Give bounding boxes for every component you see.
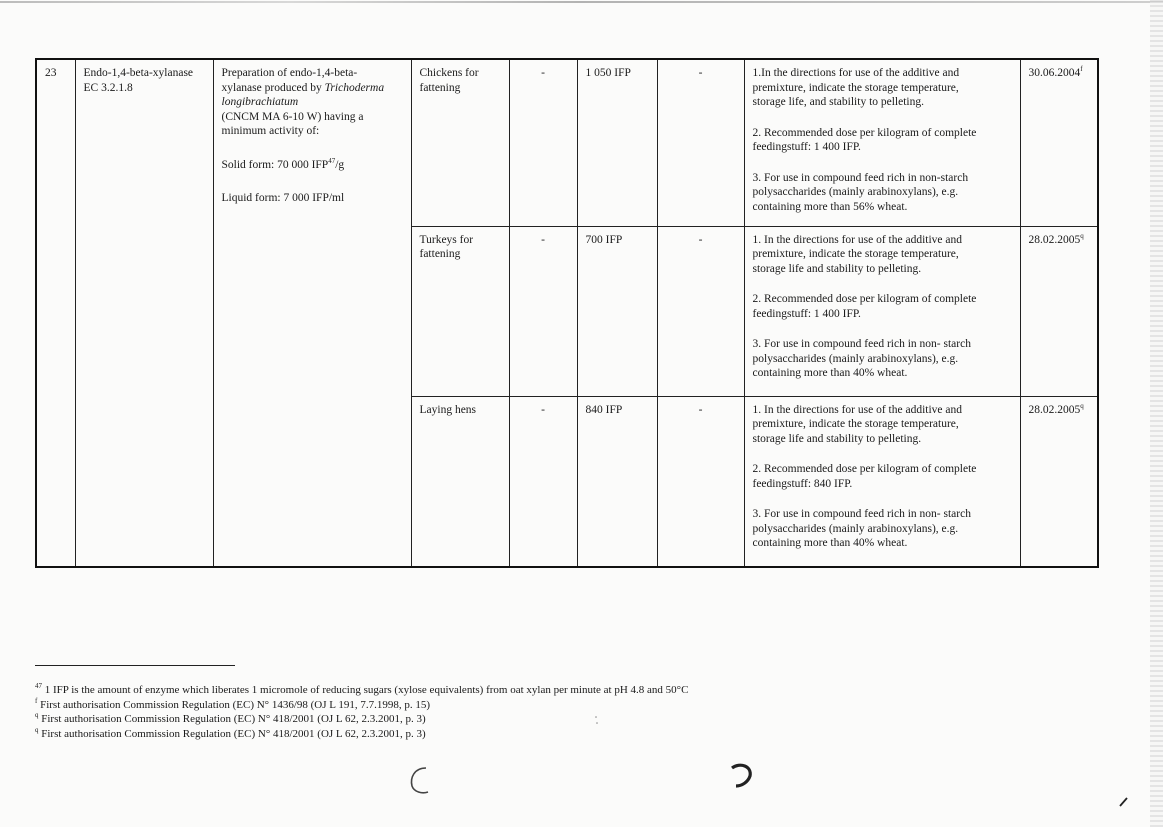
footnote-ref: q	[1080, 231, 1084, 240]
table-row	[36, 59, 1098, 226]
footnote	[35, 727, 935, 742]
provision-line: premixture, indicate the storage temperature,	[752, 248, 959, 260]
max-content-cell: -	[657, 59, 744, 226]
provisions-cell	[744, 396, 1020, 567]
footnote-separator	[35, 665, 235, 666]
organism-species: longibrachiatum	[221, 96, 299, 108]
max-age-cell: -	[509, 226, 577, 396]
footnote-text: First authorisation Commission Regulation (EC) N° 1436/98 (OJ L 191, 7.7.1998, p. 15)	[37, 698, 430, 711]
provision-line: 2. Recommended dose per kilogram of complete	[752, 126, 977, 139]
max-content-cell: -	[657, 226, 744, 396]
footnote-text: 1 IFP is the amount of enzyme which liberates 1 micromole of reducing sugars (xylose equivalents) from oat xylan per minute at pH 4.8 and 50°C	[42, 684, 689, 696]
max-age-cell: -	[509, 59, 577, 226]
composition-line: (CNCM MA 6-10 W) having a	[221, 110, 364, 123]
provision-line: containing more than 40% wheat.	[752, 367, 908, 379]
provision-line: storage life, and stability to pelleting.	[752, 96, 925, 108]
provisions-cell	[744, 59, 1020, 226]
footnote-mark: f	[35, 696, 38, 705]
footnote-mark: q	[35, 725, 39, 734]
max-age-cell: -	[509, 396, 577, 567]
footnote-mark: q	[35, 711, 39, 719]
scan-artifact-icon	[726, 760, 756, 790]
provision-line: premixture, indicate the storage temperature,	[752, 81, 959, 94]
provision-paragraph	[753, 171, 1012, 215]
footnote-text: First authorisation Commission Regulation (EC) N° 418/2001 (OJ L 62, 2.3.2001, p. 3)	[38, 727, 426, 740]
provision-line: 1. In the directions for use of the additive and	[752, 233, 962, 246]
provision-line: containing more than 40% wheat.	[752, 537, 908, 549]
provision-line: feedingstuff: 1 400 IFP.	[752, 307, 861, 320]
provisions-cell	[744, 226, 1020, 396]
solid-form-unit: /g	[335, 158, 345, 171]
species-line: Laying hens	[419, 403, 477, 416]
provision-paragraph	[753, 66, 1012, 110]
provision-line: feedingstuff: 1 400 IFP.	[752, 141, 861, 153]
footnote-mark: 47	[35, 682, 42, 690]
composition-line: Preparation of endo-1,4-beta-	[221, 67, 358, 79]
min-content-cell: 700 IFP	[577, 226, 657, 396]
additive-name	[75, 59, 213, 567]
solid-form-text: Solid form: 70 000 IFP	[221, 158, 329, 171]
species-cell	[411, 226, 509, 396]
species-cell	[411, 59, 509, 226]
composition-cell	[213, 59, 411, 567]
authorisation-date: 28.02.2005	[1028, 233, 1081, 246]
authorisation-date: 28.02.2005	[1028, 403, 1081, 416]
max-content-cell: -	[657, 396, 744, 567]
provision-line: 3. For use in compound feed rich in non- starch	[752, 338, 971, 350]
provision-line: 1. In the directions for use of the additive and	[752, 403, 962, 416]
composition-text: xylanase produced by	[221, 81, 325, 94]
provision-line: 3. For use in compound feed rich in non- starch	[752, 508, 971, 520]
organism-genus: Trichoderma	[324, 81, 385, 94]
provision-line: storage life and stability to pelleting.	[752, 262, 922, 275]
liquid-form: Liquid form: 7 000 IFP/ml	[221, 192, 345, 204]
entry-number: 23	[36, 59, 75, 567]
footnote	[35, 712, 935, 727]
authorisation-date-cell	[1020, 396, 1098, 567]
provision-paragraph	[753, 337, 1012, 381]
provision-paragraph	[753, 403, 1012, 447]
species-line: Turkeys for	[419, 233, 474, 246]
footnotes	[35, 683, 935, 741]
min-content-cell: 840 IFP	[577, 396, 657, 567]
provision-paragraph	[753, 507, 1012, 551]
provision-line: feedingstuff: 840 IFP.	[752, 477, 853, 490]
footnote-ref: 47	[328, 156, 336, 165]
footnote	[35, 698, 935, 713]
authorisation-date-cell	[1020, 59, 1098, 226]
provision-line: 2. Recommended dose per kilogram of complete	[752, 293, 977, 305]
provision-line: 3. For use in compound feed rich in non-starch	[752, 171, 969, 184]
footnote-ref: f	[1080, 65, 1083, 73]
provision-paragraph	[753, 126, 1012, 155]
footnote-ref: q	[1080, 401, 1084, 410]
scan-artifact-icon	[592, 714, 600, 728]
species-line: fattening	[419, 248, 461, 260]
additive-line: Endo-1,4-beta-xylanase	[83, 67, 194, 79]
authorisation-date-cell	[1020, 226, 1098, 396]
authorisation-date: 30.06.2004	[1028, 67, 1081, 79]
provision-paragraph	[753, 233, 1012, 277]
composition-line: minimum activity of:	[221, 125, 320, 137]
provision-line: 2. Recommended dose per kilogram of complete	[752, 463, 977, 475]
footnote	[35, 683, 935, 698]
composition-line	[222, 95, 403, 110]
provision-line: polysaccharides (mainly arabinoxylans), e.g.	[752, 186, 959, 198]
provision-line: polysaccharides (mainly arabinoxylans), e.g.	[752, 352, 959, 365]
min-content-cell: 1 050 IFP	[577, 59, 657, 226]
provision-paragraph	[753, 292, 1012, 321]
composition-line	[222, 81, 403, 96]
provision-line: 1.In the directions for use of the additive and	[752, 67, 960, 79]
provision-line: storage life and stability to pelleting.	[752, 432, 922, 445]
provision-line: containing more than 56% wheat.	[752, 200, 908, 213]
scan-edge-right	[1150, 0, 1163, 827]
footnote-text: First authorisation Commission Regulation (EC) N° 418/2001 (OJ L 62, 2.3.2001, p. 3)	[38, 713, 426, 725]
species-cell	[411, 396, 509, 567]
provision-line: polysaccharides (mainly arabinoxylans), e.g.	[752, 522, 959, 535]
solid-form	[222, 158, 403, 173]
provision-line: premixture, indicate the storage temperature,	[752, 418, 959, 430]
additive-table	[35, 58, 1099, 568]
additive-ec-number: EC 3.2.1.8	[83, 81, 133, 94]
scan-artifact-icon	[1118, 796, 1130, 808]
species-line: Chickens for	[419, 67, 479, 79]
scan-artifact-icon	[408, 764, 432, 796]
scan-edge-top	[0, 1, 1163, 3]
provision-paragraph	[753, 462, 1012, 491]
species-line: fattening	[419, 81, 461, 94]
